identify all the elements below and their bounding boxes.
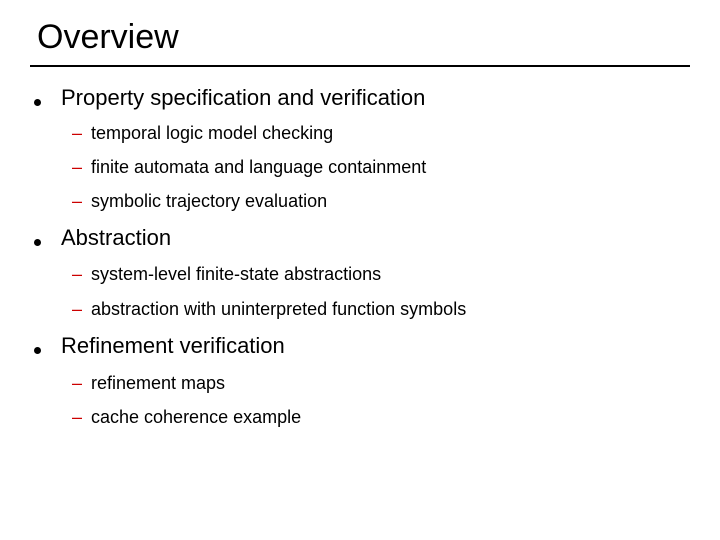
dash-icon: – — [72, 407, 83, 427]
sub-item — [72, 121, 672, 145]
sub-item-label: symbolic trajectory evaluation — [91, 191, 328, 211]
bullet-dot-icon — [34, 99, 41, 106]
bullet-label: Property specification and verification — [61, 85, 426, 110]
sub-item — [72, 297, 672, 321]
bullet-dot-icon — [34, 347, 41, 354]
dash-icon: – — [72, 123, 83, 143]
sub-item-label: refinement maps — [91, 373, 226, 393]
bullet-dot-icon — [34, 239, 41, 246]
sub-item-label: cache coherence example — [91, 407, 302, 427]
dash-icon: – — [72, 373, 83, 393]
sub-item — [72, 155, 672, 179]
sub-item — [72, 262, 672, 286]
sub-item-label: system-level finite-state abstractions — [91, 264, 382, 284]
bullet-label: Refinement verification — [61, 333, 285, 358]
sub-item — [72, 189, 672, 213]
dash-icon: – — [72, 264, 83, 284]
sub-item-label: temporal logic model checking — [91, 123, 334, 143]
bullet-label: Abstraction — [61, 225, 172, 250]
dash-icon: – — [72, 157, 83, 177]
title-divider — [30, 65, 690, 67]
sub-item-label: abstraction with uninterpreted function symbols — [91, 299, 467, 319]
sub-item — [72, 405, 672, 429]
dash-icon: – — [72, 299, 83, 319]
sub-item — [72, 371, 672, 395]
sub-item-label: finite automata and language containment — [91, 157, 427, 177]
dash-icon: – — [72, 191, 83, 211]
slide-title: Overview — [37, 18, 179, 56]
